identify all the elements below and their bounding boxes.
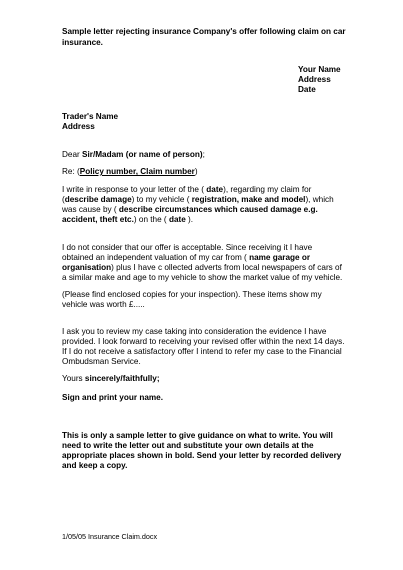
- para4-line-2: provided. I look forward to receiving your revised offer within the next 14 days.: [62, 337, 345, 346]
- reference-suffix: ): [194, 167, 198, 176]
- para1-bold: registration, make and model: [191, 195, 306, 204]
- guidance-note-line-3: appropriate places shown in bold. Send your letter by recorded delivery: [62, 451, 342, 460]
- para4-line-3: If I do not receive a satisfactory offer I intend to refer my case to the Financial: [62, 347, 342, 356]
- para2-bold: name garage or: [249, 253, 311, 262]
- para2-line-1: I do not consider that our offer is acceptable. Since receiving it I have: [62, 243, 313, 252]
- guidance-note-line-1: This is only a sample letter to give guidance on what to write. You will: [62, 431, 333, 440]
- reference-line: [62, 167, 198, 178]
- salutation: [62, 150, 205, 161]
- reference-text: Policy number, Claim number: [79, 167, 195, 176]
- recipient-name: Trader's Name: [62, 112, 119, 121]
- closing-prefix: Yours: [62, 374, 85, 383]
- para1-bold: accident, theft etc.: [62, 215, 134, 224]
- guidance-note-line-2: need to write the letter out and substitute your own details at the: [62, 441, 314, 450]
- guidance-note-line-4: and keep a copy.: [62, 461, 128, 470]
- sender-name: Your Name: [298, 65, 341, 74]
- para1-bold: date: [168, 215, 186, 224]
- para1-bold: describe circumstances which caused damage e.g.: [118, 205, 318, 214]
- para1-text: I write in response to your letter of the (: [62, 185, 207, 194]
- letter-title-line-2: insurance.: [62, 38, 103, 47]
- para1-text: ), which: [305, 195, 334, 204]
- closing-text: sincerely/faithfully;: [84, 374, 160, 383]
- para1-text: ).: [185, 215, 194, 224]
- letter-title-line-1: Sample letter rejecting insurance Company's offer following claim on car: [62, 27, 346, 36]
- para2-bold: organisation: [62, 263, 112, 272]
- para3-line-1: (Please find enclosed copies for your inspection). These items show my: [62, 290, 322, 299]
- recipient-address: Address: [62, 122, 95, 131]
- para4-line-4: Ombudsman Service.: [62, 357, 141, 366]
- salutation-prefix: Dear: [62, 150, 83, 159]
- page-footer: 1/05/05 Insurance Claim.docx: [62, 532, 158, 541]
- salutation-name: Sir/Madam (or name of person): [82, 150, 203, 159]
- sender-date: Date: [298, 85, 316, 94]
- para2-line-4: a similar make and age to my vehicle to show the market value of my vehicle.: [62, 273, 343, 282]
- para3-line-2: vehicle was worth £.....: [62, 300, 145, 309]
- para1-text: was cause by (: [62, 205, 119, 214]
- para4-line-1: I ask you to review my case taking into consideration the evidence I have: [62, 327, 327, 336]
- closing: [62, 374, 160, 385]
- para2-text: ) plus I have c ollected adverts from local newspapers of cars of: [111, 263, 342, 272]
- para1-text: (: [62, 195, 65, 204]
- para1-text: ) on the (: [133, 215, 169, 224]
- para1-bold: date: [206, 185, 224, 194]
- para1-text: ) to my vehicle (: [131, 195, 192, 204]
- para1-text: ), regarding my claim for: [223, 185, 312, 194]
- reference-prefix: Re: (: [62, 167, 80, 176]
- salutation-suffix: ;: [202, 150, 205, 159]
- sender-address: Address: [298, 75, 331, 84]
- para2-text: obtained an independent valuation of my car from (: [62, 253, 250, 262]
- para1-line-4: [62, 215, 193, 226]
- para1-bold: describe damage: [64, 195, 132, 204]
- sign-instruction: Sign and print your name.: [62, 393, 163, 402]
